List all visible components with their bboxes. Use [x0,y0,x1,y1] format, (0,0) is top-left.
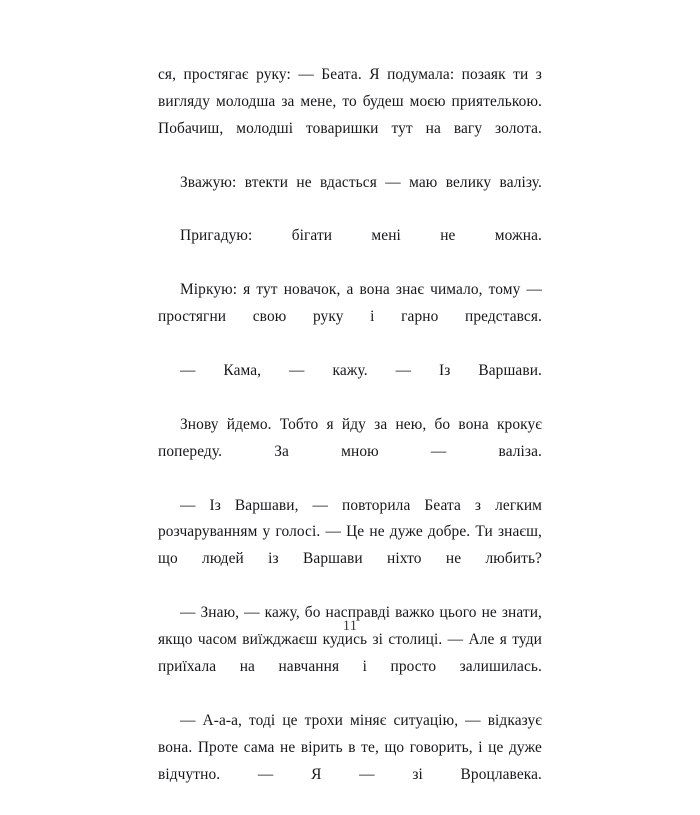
paragraph: — Із Варшави, — повторила Беата з легким розчаруванням у голосі. — Це не дуже добре. Ти знаєш, що людей із Варшави ніхто не любить? [158,496,542,568]
paragraph: — Кама, — кажу. — Із Варшави. [180,361,542,379]
paragraph: Міркую: я тут новачок, а вона знає чимало, тому — простягни свою руку і гарно представся. [158,281,542,326]
page-number-folio: 11 [342,618,358,634]
paragraph: ся, простягає руку: — Беата. Я подумала: позаяк ти з вигляду молодша за мене, то будеш моєю приятелькою. Побачиш, молодші товаришки тут на вагу золота. [158,66,542,137]
paragraph: — А-а-а, тоді це трохи міняє ситуацію, — відказує вона. Проте сама не вірить в те, що говорить, і це дуже відчутно. — Я — зі Вроцлавека. [158,711,542,783]
paragraph: Пригадую: бігати мені не можна. [180,227,542,245]
paragraph: — Знаю, — кажу, бо насправді важко цього не знати, якщо часом виїжджаєш кудись зі столиці. — Але я туди приїхала на навчання і просто залишилась. [158,604,542,675]
page-text-block [158,62,542,815]
paragraph: Зважую: втекти не вдасться — маю велику валізу. [180,173,542,191]
paragraph: Знову йдемо. Тобто я йду за нею, бо вона крокує попереду. За мною — валіза. [158,415,542,460]
